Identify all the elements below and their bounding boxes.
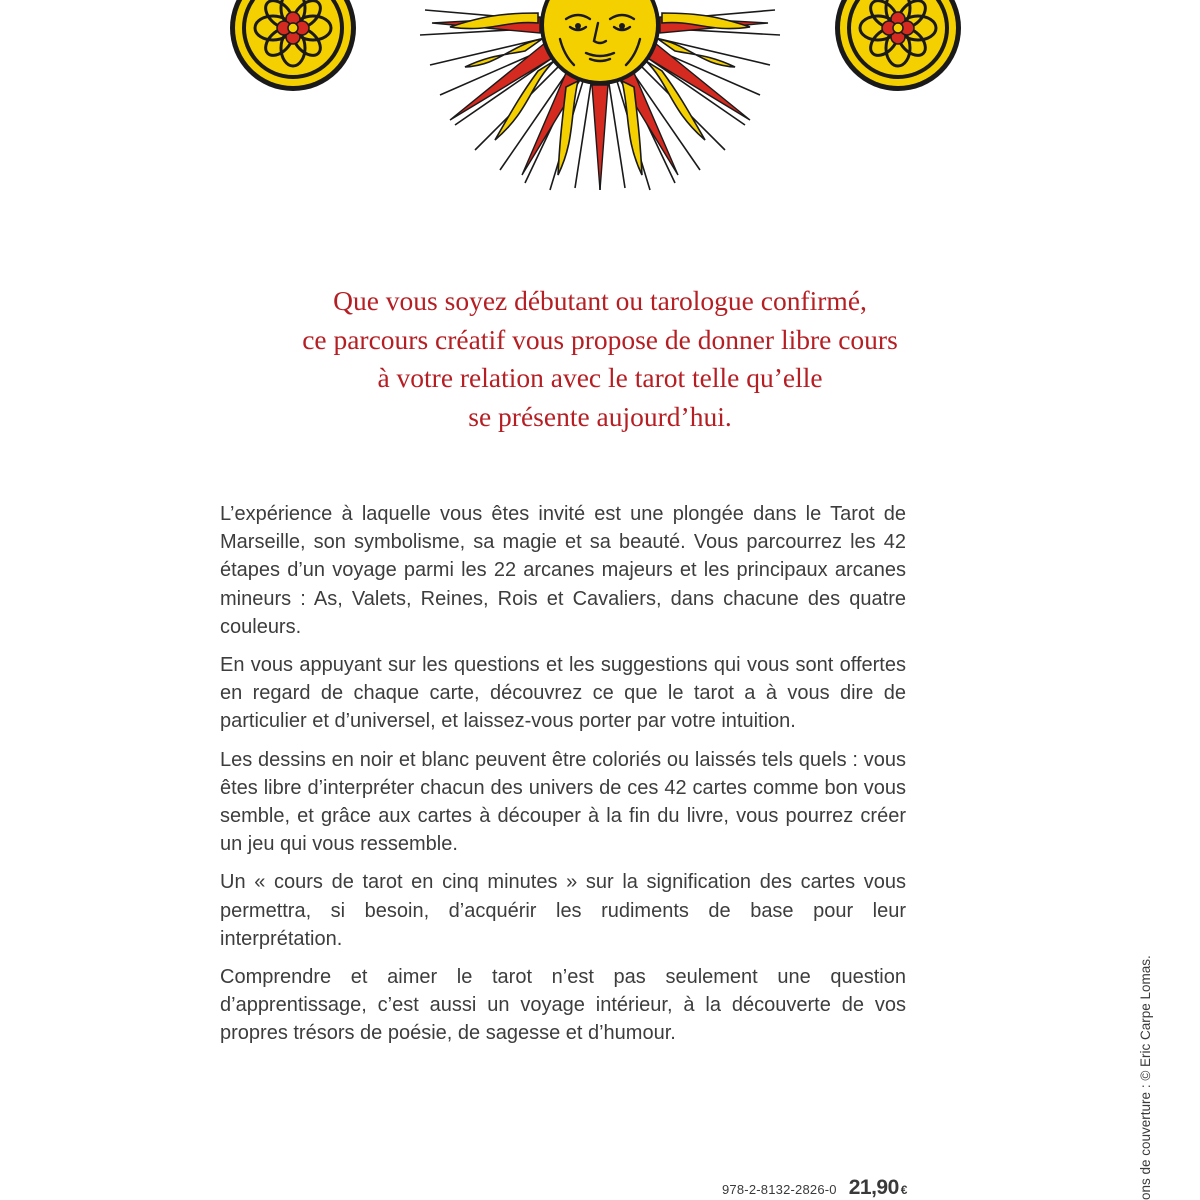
paragraph: Comprendre et aimer le tarot n’est pas seulement une question d’apprentissage, c’est aussi un voyage intérieur, à la découverte de vos propres trésors de poésie, de sagesse et d’humour.	[220, 966, 906, 1045]
paragraph: Un « cours de tarot en cinq minutes » sur la signification des cartes vous permettra, si besoin, d’acquérir les rudiments de base pour leur interprétation.	[220, 871, 906, 950]
cover-credit: ons de couverture : © Eric Carpe Lomas.	[1138, 955, 1153, 1200]
tagline	[150, 282, 1050, 436]
isbn: 978-2-8132-2826-0	[722, 1182, 837, 1197]
tagline-line-1: Que vous soyez débutant ou tarologue confirmé,	[333, 285, 867, 316]
tagline-line-4: se présente aujourd’hui.	[468, 400, 732, 432]
back-cover-description	[220, 500, 906, 1058]
paragraph: Les dessins en noir et blanc peuvent être coloriés ou laissés tels quels : vous êtes libre d’interpréter chacun des univers de ces 42 cartes comme bon vous semble, et grâce aux cartes à découper à la fin du livre, vous pourrez créer un jeu qui vous ressemble.	[220, 748, 906, 856]
tagline-line-2: ce parcours créatif vous propose de donner libre cours	[302, 323, 898, 355]
paragraph: En vous appuyant sur les questions et les suggestions qui vous sont offertes en regard de chaque carte, découvrez ce que le tarot a à vous dire de particulier et d’universel, et laissez-vous porter par votre intuition.	[220, 654, 906, 733]
tagline-line-3: à votre relation avec le tarot telle qu’elle	[377, 362, 823, 393]
paragraph: L’expérience à laquelle vous êtes invité est une plongée dans le Tarot de Marseille, son symbolisme, sa magie et sa beauté. Vous parcourrez les 42 étapes d’un voyage parmi les 22 arcanes majeurs et les principaux arcanes mineurs : As, Valets, Reines, Rois et Cavaliers, dans chacune des quatre couleurs.	[220, 503, 906, 638]
cover-illustration	[0, 0, 1200, 220]
left-coin-medallion-icon	[230, 0, 356, 91]
tarot-sun-icon	[420, 0, 780, 190]
price-currency: €	[900, 1183, 908, 1197]
right-coin-medallion-icon	[835, 0, 961, 91]
price: 21,90	[848, 1176, 899, 1199]
isbn-price-footer	[722, 1176, 907, 1200]
